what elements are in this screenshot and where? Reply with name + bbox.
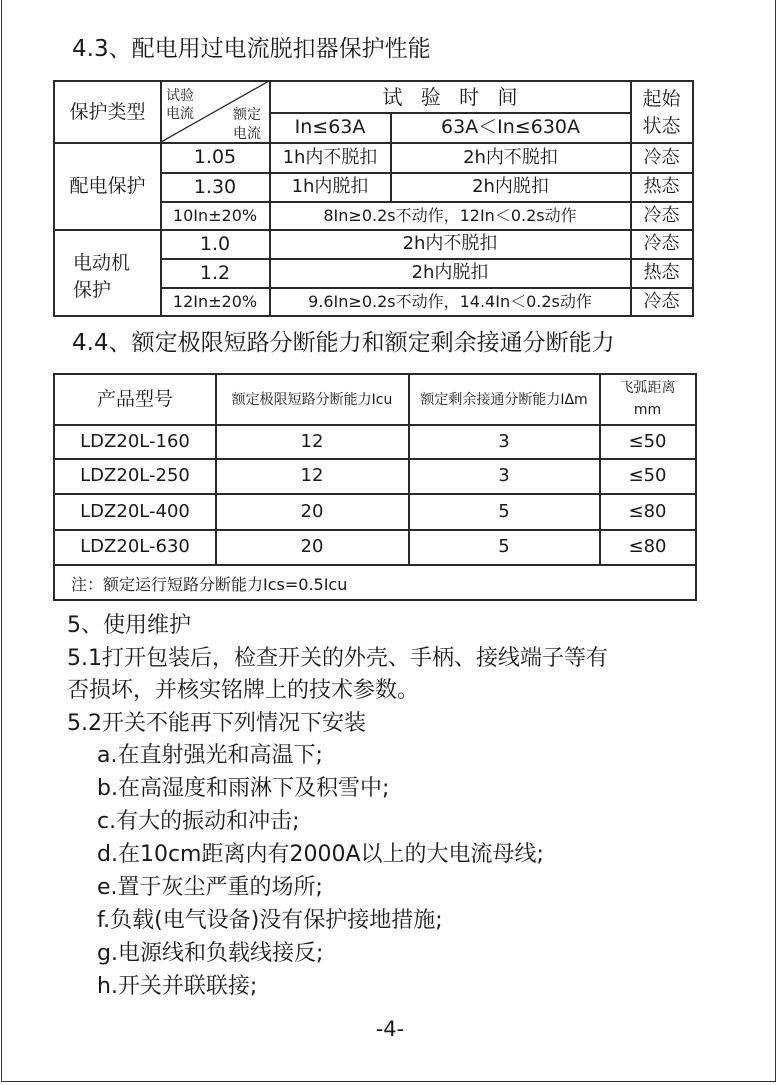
- table-cell: 2h内不脱扣: [463, 146, 558, 168]
- start-state-header-1: 起始: [642, 87, 681, 110]
- list-item: d.在10cm距离内有2000A以上的大电流母线;: [97, 842, 544, 867]
- table-cell: 10In±20%: [172, 205, 258, 225]
- section-4-4-heading: 4.4、额定极限短路分断能力和额定剩余接通分断能力: [72, 330, 615, 356]
- table-cell: 1.05: [193, 146, 237, 168]
- section-5-1-line2: 否损坏，并核实铭牌上的技术参数。: [67, 678, 420, 703]
- table-note: 注：额定运行短路分断能力Ics=0.5Icu: [71, 575, 348, 594]
- col-header-idm: 额定剩余接通分断能力IΔm: [420, 391, 588, 408]
- col-in-le-63: In≤63A: [294, 116, 366, 138]
- table-cell: 12: [300, 430, 324, 452]
- table-cell: LDZ20L-160: [80, 430, 190, 452]
- table-cell: 2h内不脱扣: [402, 233, 498, 254]
- protection-performance-table: [53, 80, 694, 317]
- list-item: e.置于灰尘严重的场所;: [97, 875, 323, 900]
- group-motor-protection-line2: 保护: [73, 279, 112, 301]
- table-cell: 5: [498, 500, 510, 522]
- table-cell: 热态: [643, 262, 680, 283]
- table-cell: ≤80: [628, 500, 667, 522]
- table-cell: 1.30: [193, 175, 237, 198]
- breaking-capacity-table: [53, 373, 697, 601]
- section-5-heading: 5、使用维护: [67, 613, 191, 638]
- table-cell: 冷态: [643, 204, 680, 226]
- table-cell: LDZ20L-250: [80, 465, 190, 486]
- list-item: a.在直射强光和高温下;: [97, 743, 323, 768]
- test-current-label-1: 试验: [166, 88, 194, 104]
- rated-current-label-2: 电流: [233, 126, 261, 142]
- list-item: h.开关并联联接;: [97, 974, 258, 999]
- table-cell: 2h内脱扣: [472, 176, 549, 197]
- table-cell: 冷态: [643, 146, 680, 168]
- table-cell: 1.0: [199, 232, 231, 255]
- table-cell: 2h内脱扣: [411, 262, 489, 283]
- table-cell: ≤50: [628, 430, 667, 452]
- table-cell: 热态: [643, 176, 680, 197]
- section-5-2-heading: 5.2开关不能再下列情况下安装: [67, 711, 366, 736]
- list-item: g.电源线和负载线接反;: [97, 941, 324, 966]
- table-cell: 3: [498, 465, 510, 486]
- col-header-icu: 额定极限短路分断能力Icu: [231, 391, 393, 408]
- table-cell: 1h内不脱扣: [282, 146, 378, 168]
- page-number: -4-: [375, 1017, 405, 1041]
- test-current-label-2: 电流: [166, 106, 194, 122]
- table-cell: 5: [498, 536, 510, 557]
- table-cell: 12In±20%: [172, 291, 258, 311]
- rated-current-label-1: 额定: [233, 107, 261, 123]
- table-cell: 9.6In≥0.2s不动作，14.4In＜0.2s动作: [308, 291, 592, 311]
- table-cell: 1.2: [199, 261, 231, 284]
- table-cell: 1h内脱扣: [291, 176, 369, 197]
- list-item: b.在高湿度和雨淋下及积雪中;: [97, 776, 390, 801]
- start-state-header-2: 状态: [642, 114, 681, 137]
- section-5-1-line1: 5.1打开包装后，检查开关的外壳、手柄、接线端子等有: [67, 646, 608, 671]
- table-cell: 20: [300, 536, 324, 557]
- list-item: f.负载(电气设备)没有保护接地措施;: [97, 908, 443, 933]
- table-cell: 冷态: [643, 233, 680, 254]
- table-cell: LDZ20L-400: [80, 500, 190, 522]
- table-cell: ≤50: [628, 465, 667, 486]
- table-cell: 12: [300, 465, 324, 486]
- table-cell: 冷态: [643, 290, 680, 312]
- test-time-header: 试 验 时 间: [382, 85, 518, 109]
- col-header-arc-distance: 飞弧距离: [619, 380, 676, 396]
- group-motor-protection-line1: 电动机: [73, 252, 131, 274]
- table-cell: 20: [300, 500, 324, 522]
- table-cell: 8In≥0.2s不动作，12In＜0.2s动作: [323, 205, 577, 225]
- section-4-3-heading: 4.3、配电用过电流脱扣器保护性能: [72, 36, 431, 62]
- table-cell: LDZ20L-630: [80, 536, 190, 557]
- col-63-to-630: 63A＜In≤630A: [440, 116, 580, 138]
- table-cell: ≤80: [628, 536, 667, 557]
- group-distribution-protection: 配电保护: [69, 174, 146, 197]
- col-header-arc-unit: mm: [633, 402, 662, 418]
- list-item: c.有大的振动和冲击;: [97, 809, 300, 834]
- col-header-model: 产品型号: [96, 388, 173, 410]
- protection-type-header: 保护类型: [69, 100, 146, 123]
- table-cell: 3: [498, 430, 510, 452]
